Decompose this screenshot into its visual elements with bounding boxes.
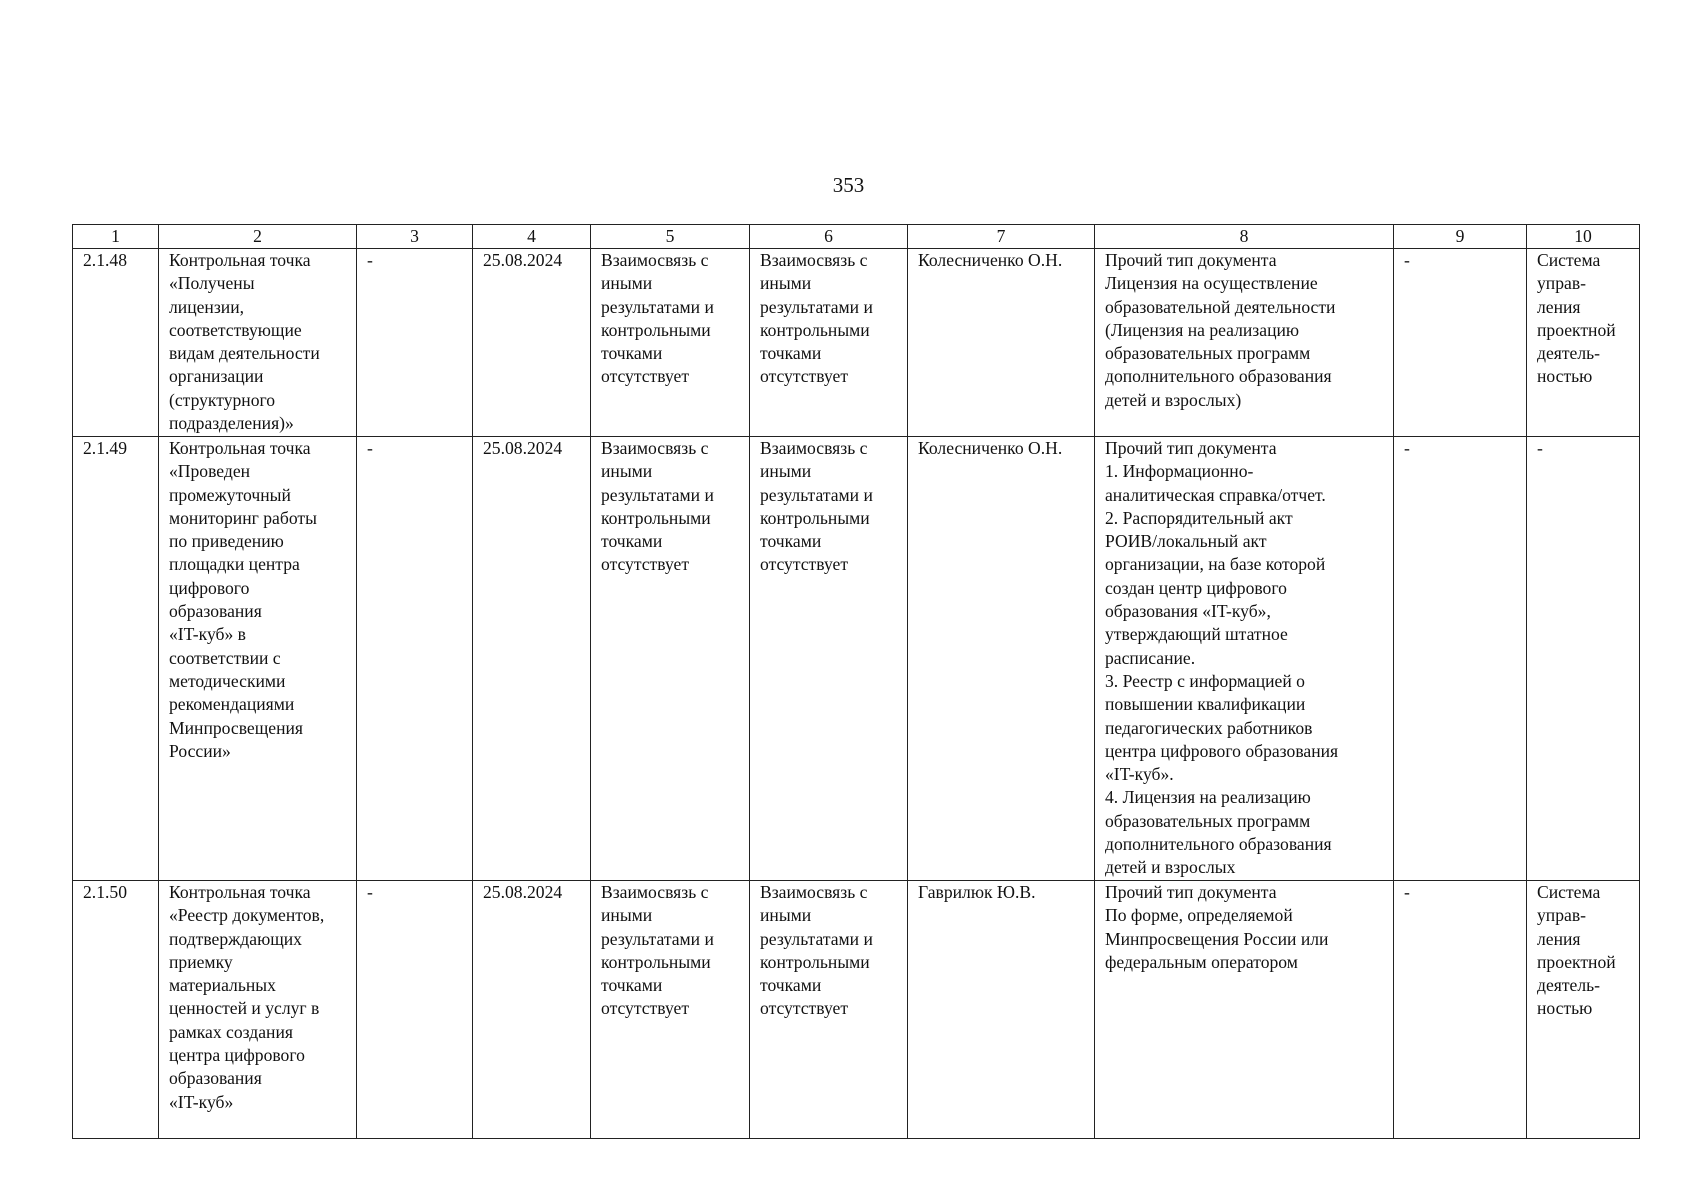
cell-text-line: иными xyxy=(760,461,812,482)
cell-text-line: промежуточный xyxy=(169,484,291,505)
cell-text-line: Взаимосвязь с xyxy=(760,438,868,458)
cell-text-line: - xyxy=(1537,438,1543,458)
cell-text-line: Взаимосвязь с xyxy=(601,882,709,902)
cell-text-line: Прочий тип документа xyxy=(1105,438,1277,458)
cell-text-line: деятель- xyxy=(1537,975,1601,996)
cell-text-line: образования «IT-куб», xyxy=(1105,601,1271,622)
cell-text-line: точками xyxy=(601,975,663,996)
cell-text-line: детей и взрослых) xyxy=(1105,389,1242,410)
cell-text-line: видам деятельности xyxy=(169,343,320,364)
column-header: 3 xyxy=(357,225,473,249)
column-3-value: - xyxy=(357,881,473,1139)
cell-text-line: организации, на базе которой xyxy=(1105,554,1326,575)
due-date: 25.08.2024 xyxy=(473,881,591,1139)
cell-text-line: точками xyxy=(760,343,822,364)
cell-text-line: организации xyxy=(169,366,264,387)
cell-text-line: материальных xyxy=(169,975,276,996)
cell-text-line: ностью xyxy=(1537,366,1593,387)
cell-text-line: расписание. xyxy=(1105,647,1196,668)
cell-text-line: результатами и xyxy=(760,484,873,505)
cell-text-line: Система xyxy=(1537,250,1601,270)
cell-text-line: Взаимосвязь с xyxy=(601,250,709,270)
cell-text-line: «Получены xyxy=(169,273,255,294)
table-row xyxy=(73,249,1640,437)
cell-text-line: точками xyxy=(601,531,663,552)
cell-text-line: федеральным оператором xyxy=(1105,951,1298,972)
cell-text-line: 2. Распорядительный акт xyxy=(1105,507,1293,528)
cell-text-line: Контрольная точка xyxy=(169,882,311,902)
table-row xyxy=(73,881,1640,1139)
cell-text-line: отсутствует xyxy=(760,998,849,1019)
due-date: 25.08.2024 xyxy=(473,249,591,437)
cell-text-line: (структурного xyxy=(169,389,276,410)
cell-text-line: дополнительного образования xyxy=(1105,834,1332,855)
cell-text-line: площадки центра xyxy=(169,554,300,575)
cell-text-line: Лицензия на осуществление xyxy=(1105,273,1318,294)
cell-text-line: детей и взрослых xyxy=(1105,857,1236,878)
cell-text-line: результатами и xyxy=(760,296,873,317)
column-header: 8 xyxy=(1095,225,1394,249)
cell-text-line: иными xyxy=(601,461,653,482)
cell-text-line: образовательных программ xyxy=(1105,810,1311,831)
cell-text-line: педагогических работников xyxy=(1105,717,1313,738)
cell-text-line: ления xyxy=(1537,296,1581,317)
cell-text-line: проектной xyxy=(1537,319,1616,340)
cell-text-line: контрольными xyxy=(601,507,711,528)
cell-text-line: Контрольная точка xyxy=(169,438,311,458)
cell-text-line: отсутствует xyxy=(601,366,690,387)
cell-text-line: точками xyxy=(760,531,822,552)
cell-text-line: «IT-куб». xyxy=(1105,764,1174,785)
cell-text-line: методическими xyxy=(169,670,286,691)
cell-text-line: управ- xyxy=(1537,273,1586,294)
column-header: 4 xyxy=(473,225,591,249)
cell-text-line: (Лицензия на реализацию xyxy=(1105,319,1300,340)
cell-text-line: 3. Реестр с информацией о xyxy=(1105,670,1305,691)
cell-text-line: Взаимосвязь с xyxy=(760,882,868,902)
information-system xyxy=(1527,437,1640,881)
cell-text-line: рамках создания xyxy=(169,1021,293,1042)
relation-control-points xyxy=(750,249,908,437)
cell-text-line: соответствующие xyxy=(169,319,302,340)
table-row xyxy=(73,437,1640,881)
cell-text-line: «IT-куб» в xyxy=(169,624,246,645)
document-type xyxy=(1095,437,1394,881)
document-type xyxy=(1095,249,1394,437)
cell-text-line: результатами и xyxy=(601,928,714,949)
cell-text-line: контрольными xyxy=(760,319,870,340)
cell-text-line: утверждающий штатное xyxy=(1105,624,1288,645)
cell-text-line: образовательных программ xyxy=(1105,343,1311,364)
due-date: 25.08.2024 xyxy=(473,437,591,881)
cell-text-line: По форме, определяемой xyxy=(1105,905,1293,926)
cell-text-line: аналитическая справка/отчет. xyxy=(1105,484,1326,505)
cell-text-line: управ- xyxy=(1537,905,1586,926)
cell-text-line: по приведению xyxy=(169,531,284,552)
responsible-person: Колесниченко О.Н. xyxy=(908,249,1095,437)
column-header: 9 xyxy=(1394,225,1527,249)
cell-text-line: Прочий тип документа xyxy=(1105,250,1277,270)
cell-text-line: ценностей и услуг в xyxy=(169,998,320,1019)
cell-text-line: цифрового xyxy=(169,577,250,598)
cell-text-line: проектной xyxy=(1537,951,1616,972)
cell-text-line: Минпросвещения России или xyxy=(1105,928,1329,949)
cell-text-line: России» xyxy=(169,740,231,761)
column-3-value: - xyxy=(357,437,473,881)
column-header: 2 xyxy=(159,225,357,249)
column-9-value: - xyxy=(1394,249,1527,437)
cell-text-line: иными xyxy=(760,905,812,926)
cell-text-line: точками xyxy=(601,343,663,364)
page-number: 353 xyxy=(832,173,865,197)
cell-text-line: результатами и xyxy=(601,484,714,505)
cell-text-line: Минпросвещения xyxy=(169,717,304,738)
column-header: 5 xyxy=(591,225,750,249)
relation-results xyxy=(591,437,750,881)
row-number: 2.1.48 xyxy=(73,249,159,437)
responsible-person: Гаврилюк Ю.В. xyxy=(908,881,1095,1139)
column-header: 6 xyxy=(750,225,908,249)
cell-text-line: Контрольная точка xyxy=(169,250,311,270)
relation-control-points xyxy=(750,437,908,881)
cell-text-line: иными xyxy=(601,273,653,294)
cell-text-line: рекомендациями xyxy=(169,694,295,715)
cell-text-line: ностью xyxy=(1537,998,1593,1019)
control-point-name xyxy=(159,437,357,881)
cell-text-line: Взаимосвязь с xyxy=(601,438,709,458)
cell-text-line: подразделения)» xyxy=(169,413,294,434)
cell-text-line: лицензии, xyxy=(169,296,245,317)
column-9-value: - xyxy=(1394,881,1527,1139)
cell-text-line: Прочий тип документа xyxy=(1105,882,1277,902)
row-number: 2.1.49 xyxy=(73,437,159,881)
cell-text-line: Система xyxy=(1537,882,1601,902)
column-header: 10 xyxy=(1527,225,1640,249)
control-point-name xyxy=(159,881,357,1139)
cell-text-line: 4. Лицензия на реализацию xyxy=(1105,787,1311,808)
cell-text-line: результатами и xyxy=(760,928,873,949)
cell-text-line: контрольными xyxy=(760,951,870,972)
header-row xyxy=(73,225,1640,249)
cell-text-line: деятель- xyxy=(1537,343,1601,364)
cell-text-line: точками xyxy=(760,975,822,996)
cell-text-line: 1. Информационно- xyxy=(1105,461,1254,482)
responsible-person: Колесниченко О.Н. xyxy=(908,437,1095,881)
document-type xyxy=(1095,881,1394,1139)
information-system xyxy=(1527,881,1640,1139)
cell-text-line: контрольными xyxy=(601,951,711,972)
table-body xyxy=(73,249,1640,1139)
relation-results xyxy=(591,249,750,437)
cell-text-line: образовательной деятельности xyxy=(1105,296,1336,317)
cell-text-line: иными xyxy=(760,273,812,294)
cell-text-line: Взаимосвязь с xyxy=(760,250,868,270)
cell-text-line: иными xyxy=(601,905,653,926)
cell-text-line: отсутствует xyxy=(760,366,849,387)
cell-text-line: образования xyxy=(169,1068,262,1089)
cell-text-line: отсутствует xyxy=(760,554,849,575)
relation-results xyxy=(591,881,750,1139)
column-3-value: - xyxy=(357,249,473,437)
column-header: 7 xyxy=(908,225,1095,249)
cell-text-line: отсутствует xyxy=(601,554,690,575)
cell-text-line: «IT-куб» xyxy=(169,1091,234,1112)
cell-text-line: «Проведен xyxy=(169,461,251,482)
cell-text-line: образования xyxy=(169,601,262,622)
cell-text-line: отсутствует xyxy=(601,998,690,1019)
cell-text-line: результатами и xyxy=(601,296,714,317)
relation-control-points xyxy=(750,881,908,1139)
cell-text-line: мониторинг работы xyxy=(169,507,317,528)
column-9-value: - xyxy=(1394,437,1527,881)
control-points-table xyxy=(72,224,1640,1139)
cell-text-line: приемку xyxy=(169,951,233,972)
cell-text-line: ления xyxy=(1537,928,1581,949)
cell-text-line: подтверждающих xyxy=(169,928,302,949)
information-system xyxy=(1527,249,1640,437)
cell-text-line: контрольными xyxy=(760,507,870,528)
cell-text-line: центра цифрового образования xyxy=(1105,740,1339,761)
cell-text-line: дополнительного образования xyxy=(1105,366,1332,387)
cell-text-line: контрольными xyxy=(601,319,711,340)
column-header: 1 xyxy=(73,225,159,249)
row-number: 2.1.50 xyxy=(73,881,159,1139)
cell-text-line: соответствии с xyxy=(169,647,281,668)
cell-text-line: повышении квалификации xyxy=(1105,694,1306,715)
cell-text-line: «Реестр документов, xyxy=(169,905,325,926)
control-point-name xyxy=(159,249,357,437)
cell-text-line: РОИВ/локальный акт xyxy=(1105,531,1267,552)
cell-text-line: центра цифрового xyxy=(169,1045,305,1066)
cell-text-line: создан центр цифрового xyxy=(1105,577,1287,598)
